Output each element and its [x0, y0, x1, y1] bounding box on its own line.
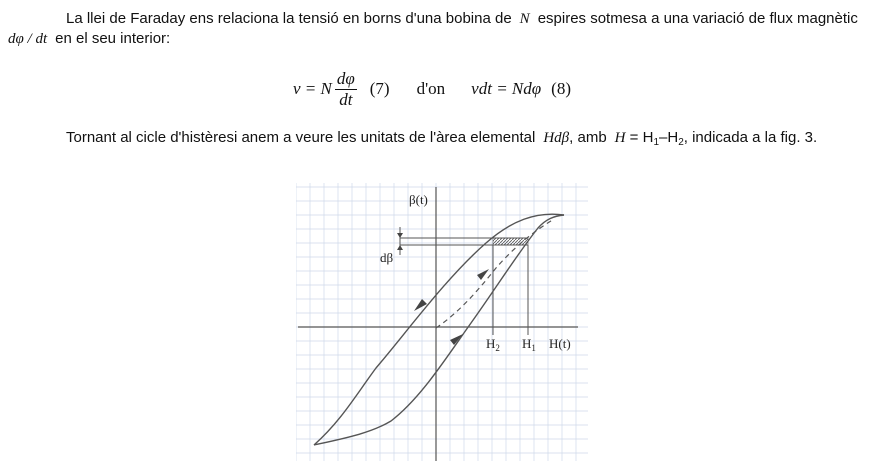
paragraph-faraday	[8, 9, 880, 49]
h2-sub: 2	[495, 343, 500, 353]
eq-label-7: (7)	[369, 79, 390, 98]
dbeta-arrow-up-icon	[397, 245, 403, 250]
p2-text-start: Tornant al cicle d'histèresi anem a veure les unitats de l'àrea elemental	[66, 129, 536, 146]
eq-frac-num: dφ	[336, 68, 355, 88]
loop-ascending-branch	[314, 215, 564, 445]
dbeta-arrow-down-icon	[397, 233, 403, 238]
p1-text-middle: espires sotmesa a una variació de flux magnètic	[537, 10, 858, 27]
var-dphi-dt: dφ / dt	[8, 31, 48, 47]
eq-8: vdt = Ndφ	[471, 79, 542, 98]
hysteresis-figure	[296, 183, 588, 461]
eq-lhs: v = N	[293, 79, 332, 98]
p1-text-start: La llei de Faraday ens relaciona la tensió en borns d'una bobina de	[66, 10, 512, 27]
paragraph-hysteresis	[8, 128, 880, 153]
loop-descending-branch	[314, 214, 564, 445]
eq-label-8: (8)	[551, 79, 571, 98]
p2-eq-rest: = H	[629, 129, 654, 146]
dbeta-label: dβ	[380, 250, 394, 265]
p1-text-end: en el seu interior:	[55, 30, 171, 47]
p2-dash: –H	[659, 129, 679, 146]
elemental-area-hatch	[493, 238, 528, 245]
var-hdbeta: Hdβ	[543, 130, 570, 146]
hysteresis-diagram	[296, 183, 588, 461]
p2-text-middle: , amb	[569, 129, 607, 146]
x-axis-label: H(t)	[549, 336, 571, 351]
h1-sub: 1	[531, 343, 536, 353]
arrow-dashed-icon	[477, 269, 489, 280]
eq-frac-den: dt	[339, 89, 353, 109]
grid	[296, 183, 588, 461]
p2-text-end: , indicada a la fig. 3.	[683, 129, 818, 146]
var-n: N	[519, 11, 530, 27]
h2-label	[486, 336, 500, 353]
p2-sub1: 1	[653, 137, 659, 148]
p2-sub2: 2	[678, 137, 684, 148]
h2-letter: H	[486, 336, 496, 351]
faraday-equation	[293, 64, 571, 114]
eq-fraction	[335, 70, 357, 109]
var-h: H	[614, 130, 626, 146]
y-axis-label: β(t)	[409, 192, 428, 207]
h1-letter: H	[522, 336, 532, 351]
eq-word-don: d'on	[416, 79, 446, 98]
